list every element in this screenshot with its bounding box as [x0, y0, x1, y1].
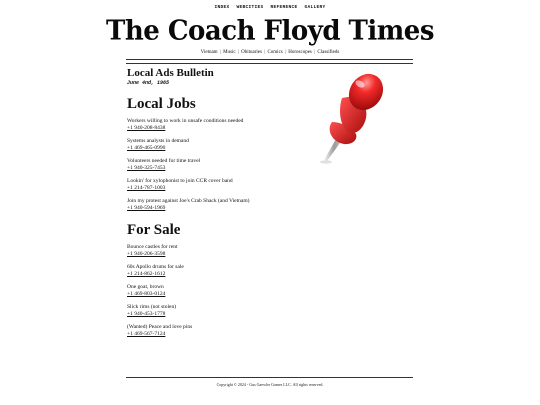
bulletin-date: June 4nd, 1965 — [127, 80, 170, 86]
jobs-heading: Local Jobs — [127, 96, 196, 112]
list-item — [127, 324, 327, 338]
ad-phone-link[interactable]: +1 469-803-0124 — [127, 291, 166, 297]
ad-description: (Wanted) Peace and love pins — [127, 324, 193, 330]
nav-webcities-link[interactable]: WEBCITIES — [236, 5, 264, 10]
for-sale-heading: For Sale — [127, 222, 181, 238]
top-nav — [0, 5, 540, 10]
section-separator: | — [219, 50, 221, 55]
section-link-classifieds[interactable]: Classifieds — [317, 50, 340, 55]
ad-phone-link[interactable]: +1 940-208-8438 — [127, 125, 166, 131]
footer-copyright: Copyright © 2024 - Gus Gaewler Games LLC. All rights reserved. — [216, 382, 324, 387]
for-sale-list — [127, 244, 327, 338]
list-item — [127, 118, 327, 132]
section-separator: | — [264, 50, 266, 55]
list-item — [127, 178, 327, 192]
section-nav — [0, 50, 540, 55]
header-divider-top — [126, 59, 413, 60]
ad-phone-link[interactable]: +1 940-206-3598 — [127, 251, 166, 257]
list-item — [127, 304, 327, 318]
nav-gallery-link[interactable]: GALLERY — [304, 5, 326, 10]
ad-phone-link[interactable]: +1 469-465-0990 — [127, 145, 166, 151]
footer-divider — [126, 377, 413, 378]
ad-description: Join my protest against Joe's Crab Shack (and Vietnam) — [127, 198, 250, 204]
list-item — [127, 284, 327, 298]
section-separator: | — [237, 50, 239, 55]
ad-description: Workers willing to work in unsafe conditions needed — [127, 118, 244, 124]
section-link-vietnam[interactable]: Vietnam — [200, 50, 218, 55]
list-item — [127, 264, 327, 278]
section-link-obituaries[interactable]: Obituaries — [241, 50, 262, 55]
ad-description: Slick rims (not stolen) — [127, 304, 177, 310]
list-item — [127, 198, 327, 212]
ad-description: 60s Apollo drums for sale — [127, 264, 184, 270]
nav-index-link[interactable]: INDEX — [214, 5, 230, 10]
list-item — [127, 138, 327, 152]
ad-phone-link[interactable]: +1 469-567-7124 — [127, 331, 166, 337]
bulletin-title: Local Ads Bulletin — [127, 67, 214, 79]
ad-phone-link[interactable]: +1 214-787-1003 — [127, 185, 166, 191]
list-item — [127, 244, 327, 258]
ad-description: One goat, brown — [127, 284, 164, 290]
ad-description: Volunteers needed for time travel — [127, 158, 201, 164]
ad-phone-link[interactable]: +1 214-862-1612 — [127, 271, 166, 277]
section-separator: | — [284, 50, 286, 55]
header-divider-bottom — [126, 63, 413, 64]
nav-reference-link[interactable]: REFERENCE — [270, 5, 298, 10]
section-link-comics[interactable]: Comics — [267, 50, 283, 55]
section-separator: | — [314, 50, 316, 55]
ad-phone-link[interactable]: +1 940-453-1778 — [127, 311, 166, 317]
ad-description: Systems analysts in demand — [127, 138, 189, 144]
red-pushpin-icon — [312, 70, 384, 166]
jobs-list — [127, 118, 327, 212]
ad-description: Lookin' for xylophonist to join CCR cover band — [127, 178, 233, 184]
main-content — [127, 67, 327, 338]
list-item — [127, 158, 327, 172]
masthead-title: The Coach Floyd Times — [106, 15, 434, 47]
ad-phone-link[interactable]: +1 940-325-7453 — [127, 165, 166, 171]
ad-phone-link[interactable]: +1 940-594-1969 — [127, 205, 166, 211]
ad-description: Bounce castles for rent — [127, 244, 178, 250]
section-link-horoscopes[interactable]: Horoscopes — [288, 50, 312, 55]
section-link-music[interactable]: Music — [223, 50, 236, 55]
